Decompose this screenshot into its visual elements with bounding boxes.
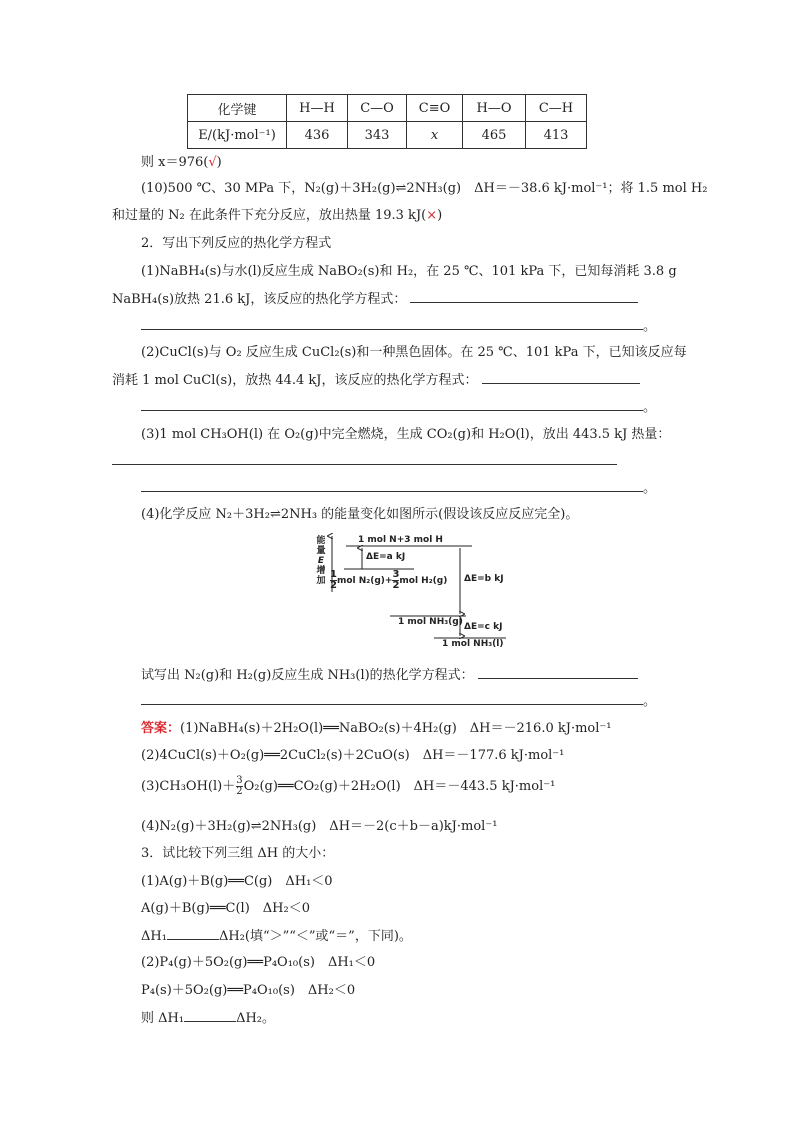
label-atoms: 1 mol N+3 mol H bbox=[358, 535, 443, 545]
label-delta-a: ΔE=a kJ bbox=[366, 552, 406, 562]
section-2-title: 2．写出下列反应的热化学方程式 bbox=[141, 236, 332, 251]
answer-blank[interactable] bbox=[141, 398, 643, 411]
label-nh3-liquid: 1 mol NH₃(l) bbox=[442, 639, 504, 649]
answer-blank[interactable] bbox=[141, 317, 643, 330]
s3-g2-line1: (2)P₄(g)＋5O₂(g)══P₄O₁₀(s) ΔH₁＜0 bbox=[141, 955, 376, 970]
table-row bbox=[188, 95, 587, 122]
answer-blank[interactable] bbox=[141, 692, 643, 705]
table-header-cell: C—H bbox=[526, 95, 587, 122]
table-cell: x bbox=[407, 122, 463, 149]
table-row bbox=[188, 122, 587, 149]
p2-line1: (2)CuCl(s)与 O₂ 反应生成 CuCl₂(s)和一种黑色固体。在 25 ℃、101 kPa 下，已知该反应每 bbox=[141, 345, 687, 360]
label-delta-c: ΔE=c kJ bbox=[464, 622, 503, 632]
answer-blank[interactable] bbox=[482, 371, 640, 384]
table-header-cell: H—H bbox=[287, 95, 348, 122]
p3-line1: (3)1 mol CH₃OH(l) 在 O₂(g)中完全燃烧，生成 CO₂(g)和 H₂O(l)，放出 443.5 kJ 热量： bbox=[141, 427, 671, 442]
answer-blank[interactable] bbox=[184, 1009, 236, 1022]
table-cell: 413 bbox=[526, 122, 587, 149]
label-nh3-gas: 1 mol NH₃(g) bbox=[398, 617, 463, 627]
p4-line3: 。 bbox=[141, 692, 656, 711]
s3-g1-compare: ΔH₁ ΔH₂(填“＞”“＜”或“＝”，下同)。 bbox=[141, 929, 412, 944]
p2-line2: 消耗 1 mol CuCl(s)，放热 44.4 kJ，该反应的热化学方程式： bbox=[112, 371, 640, 390]
label-reactants: $\frac{1}{2}$ mol N₂(g)+ $\frac{3}{2}$ mol H₂(g) bbox=[330, 569, 448, 591]
table-cell: 465 bbox=[463, 122, 526, 149]
table-row-label: E/(kJ·mol⁻¹) bbox=[188, 122, 287, 149]
p1-line3: 。 bbox=[141, 317, 656, 336]
table-cell: 436 bbox=[287, 122, 348, 149]
label-delta-b: ΔE=b kJ bbox=[464, 574, 504, 584]
p1-line2: NaBH₄(s)放热 21.6 kJ，该反应的热化学方程式： bbox=[112, 290, 638, 309]
q10-line2: 和过量的 N₂ 在此条件下充分反应，放出热量 19.3 kJ(×) bbox=[112, 208, 443, 223]
table-header-cell: C—O bbox=[348, 95, 407, 122]
answer-blank[interactable] bbox=[478, 666, 638, 679]
cross-mark: × bbox=[426, 208, 438, 223]
q9-line: 则 x＝976(√) bbox=[141, 155, 222, 170]
table-header-cell: 化学键 bbox=[188, 95, 287, 122]
energy-diagram-lines bbox=[310, 532, 542, 656]
answer-blank[interactable] bbox=[167, 927, 219, 940]
p4-line2: 试写出 N₂(g)和 H₂(g)反应生成 NH₃(l)的热化学方程式： bbox=[141, 666, 638, 685]
energy-diagram bbox=[310, 532, 542, 656]
q10-line1: (10)500 ℃、30 MPa 下，N₂(g)＋3H₂(g)⇌2NH₃(g) ΔH＝－38.6 kJ·mol⁻¹；将 1.5 mol H₂ bbox=[141, 181, 708, 196]
s3-g1-line2: A(g)＋B(g)══C(l) ΔH₂＜0 bbox=[141, 901, 310, 916]
answer-2: (2)4CuCl(s)＋O₂(g)══2CuCl₂(s)＋2CuO(s) ΔH＝－177.6 kJ·mol⁻¹ bbox=[141, 748, 565, 763]
energy-axis-label: 能 量 E 增 加 bbox=[316, 536, 326, 586]
section-3-title: 3．试比较下列三组 ΔH 的大小： bbox=[141, 846, 335, 861]
table-header-cell: H—O bbox=[463, 95, 526, 122]
s3-g2-compare: 则 ΔH₁ ΔH₂。 bbox=[141, 1011, 276, 1026]
p1-line1: (1)NaBH₄(s)与水(l)反应生成 NaBO₂(s)和 H₂，在 25 ℃、101 kPa 下，已知每消耗 3.8 g bbox=[141, 264, 677, 279]
answer-blank[interactable] bbox=[112, 452, 617, 465]
table-cell: 343 bbox=[348, 122, 407, 149]
answer-label: 答案： bbox=[141, 721, 181, 736]
p2-line3: 。 bbox=[141, 398, 656, 417]
answer-3: (3)CH₃OH(l)＋ $\frac{3}{2}$ O₂(g)══CO₂(g)＋2H₂O(l) ΔH＝－443.5 kJ·mol⁻¹ bbox=[141, 775, 556, 797]
answer-blank[interactable] bbox=[410, 290, 638, 303]
p3-line2 bbox=[112, 452, 617, 471]
s3-g2-line2: P₄(s)＋5O₂(g)══P₄O₁₀(s) ΔH₂＜0 bbox=[141, 983, 356, 998]
check-mark: √ bbox=[208, 155, 217, 170]
answer-4: (4)N₂(g)＋3H₂(g)⇌2NH₃(g) ΔH＝－2(c＋b－a)kJ·mol⁻¹ bbox=[141, 819, 498, 834]
answer-blank[interactable] bbox=[141, 479, 643, 492]
p4-line1: (4)化学反应 N₂＋3H₂⇌2NH₃ 的能量变化如图所示(假设该反应反应完全)。 bbox=[141, 507, 579, 522]
s3-g1-line1: (1)A(g)＋B(g)══C(g) ΔH₁＜0 bbox=[141, 874, 333, 889]
p3-line3: 。 bbox=[141, 479, 656, 498]
answer-1: 答案：(1)NaBH₄(s)＋2H₂O(l)══NaBO₂(s)＋4H₂(g) ΔH＝－216.0 kJ·mol⁻¹ bbox=[141, 721, 612, 736]
bond-energy-table bbox=[187, 94, 587, 149]
table-header-cell: C≡O bbox=[407, 95, 463, 122]
